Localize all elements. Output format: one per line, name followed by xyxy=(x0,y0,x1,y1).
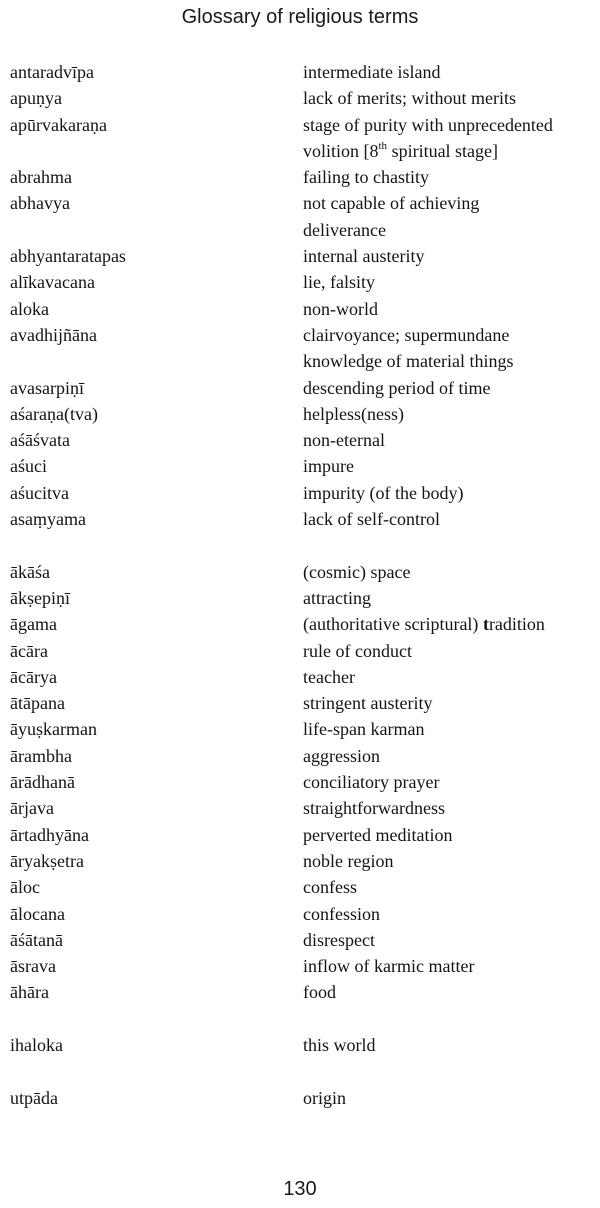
page-number: 130 xyxy=(283,1178,317,1200)
glossary-term: āloc xyxy=(10,877,40,898)
glossary-row xyxy=(0,401,600,427)
glossary-definition: aggression xyxy=(303,745,380,766)
glossary-definition: deliverance xyxy=(303,219,386,240)
glossary-term: ihaloka xyxy=(10,1034,63,1055)
glossary-definition: life-span karman xyxy=(303,719,425,740)
glossary-term: apuṇya xyxy=(10,88,62,109)
glossary-term: ācāra xyxy=(10,640,48,661)
glossary-row xyxy=(0,848,600,874)
glossary-term: āhāra xyxy=(10,982,49,1003)
glossary-term: utpāda xyxy=(10,1087,58,1108)
glossary-row xyxy=(0,638,600,664)
glossary-row xyxy=(0,112,600,138)
glossary-term: aśuci xyxy=(10,456,47,477)
definition-bold-letter: t xyxy=(482,614,489,635)
glossary-term: āryakṣetra xyxy=(10,850,84,871)
glossary-row xyxy=(0,611,600,637)
glossary-term: aśāśvata xyxy=(10,430,70,451)
definition-text: (authoritative scriptural) xyxy=(303,614,483,635)
glossary-definition: helpless(ness) xyxy=(303,403,404,424)
glossary-definition: rule of conduct xyxy=(303,640,412,661)
glossary-definition: perverted meditation xyxy=(303,824,453,845)
glossary-term: ākāśa xyxy=(10,561,50,582)
glossary-definition: (cosmic) space xyxy=(303,561,411,582)
glossary-row xyxy=(0,269,600,295)
glossary-definition: confession xyxy=(303,903,380,924)
glossary-definition xyxy=(303,611,545,637)
glossary-term: āsrava xyxy=(10,956,56,977)
glossary-row xyxy=(0,664,600,690)
glossary-row xyxy=(0,1085,600,1111)
glossary-row xyxy=(0,743,600,769)
glossary-row xyxy=(0,322,600,348)
glossary-term: abrahma xyxy=(10,167,72,188)
definition-text: radition xyxy=(488,614,545,635)
glossary-row-continuation xyxy=(0,138,600,164)
glossary-row xyxy=(0,453,600,479)
glossary-term: apūrvakaraṇa xyxy=(10,114,107,135)
glossary-term: aśaraṇa(tva) xyxy=(10,403,98,424)
glossary-term: āyuṣkarman xyxy=(10,719,97,740)
glossary-definition: lie, falsity xyxy=(303,272,375,293)
glossary-definition: food xyxy=(303,982,336,1003)
glossary-row xyxy=(0,953,600,979)
glossary-definition: lack of self-control xyxy=(303,509,440,530)
glossary-definition: origin xyxy=(303,1087,346,1108)
glossary-row xyxy=(0,427,600,453)
glossary-term: avadhijñāna xyxy=(10,324,97,345)
glossary-definition: clairvoyance; supermundane xyxy=(303,324,510,345)
glossary-row xyxy=(0,795,600,821)
glossary-term: alīkavacana xyxy=(10,272,95,293)
definition-text: spiritual stage] xyxy=(387,140,499,161)
glossary-term: abhyantaratapas xyxy=(10,246,126,267)
glossary-term: ākṣepiṇī xyxy=(10,587,70,608)
glossary-row xyxy=(0,506,600,532)
glossary-row xyxy=(0,822,600,848)
glossary-term: ātāpana xyxy=(10,693,65,714)
glossary-row xyxy=(0,59,600,85)
glossary-row xyxy=(0,559,600,585)
glossary-term: ālocana xyxy=(10,903,65,924)
glossary-definition: noble region xyxy=(303,850,394,871)
glossary-row xyxy=(0,375,600,401)
glossary-row xyxy=(0,927,600,953)
glossary-definition: confess xyxy=(303,877,357,898)
glossary-definition: conciliatory prayer xyxy=(303,772,440,793)
glossary-term: asaṃyama xyxy=(10,509,86,530)
glossary-definition: knowledge of material things xyxy=(303,351,514,372)
definition-text: volition [8 xyxy=(303,140,379,161)
glossary-definition: non-world xyxy=(303,298,378,319)
glossary-definition: not capable of achieving xyxy=(303,193,480,214)
glossary-row xyxy=(0,690,600,716)
glossary-row xyxy=(0,164,600,190)
glossary-definition: stage of purity with unprecedented xyxy=(303,114,553,135)
glossary-row xyxy=(0,1032,600,1058)
glossary-definition: this world xyxy=(303,1034,376,1055)
glossary-definition: teacher xyxy=(303,666,355,687)
glossary-definition: stringent austerity xyxy=(303,693,433,714)
glossary-definition: inflow of karmic matter xyxy=(303,956,475,977)
ordinal-suffix: th xyxy=(378,139,388,152)
glossary-term: ārādhanā xyxy=(10,772,75,793)
glossary-row xyxy=(0,480,600,506)
glossary-term: ārtadhyāna xyxy=(10,824,89,845)
glossary-term: ācārya xyxy=(10,666,57,687)
glossary-definition: internal austerity xyxy=(303,246,425,267)
glossary-term: aśucitva xyxy=(10,482,69,503)
glossary-term: āśātanā xyxy=(10,929,63,950)
glossary-definition: failing to chastity xyxy=(303,167,429,188)
glossary-definition: straightforwardness xyxy=(303,798,445,819)
glossary-definition: impure xyxy=(303,456,354,477)
glossary-definition: impurity (of the body) xyxy=(303,482,464,503)
glossary-row xyxy=(0,979,600,1005)
glossary-row xyxy=(0,874,600,900)
glossary-term: abhavya xyxy=(10,193,70,214)
glossary-row xyxy=(0,296,600,322)
glossary-term: āgama xyxy=(10,614,57,635)
glossary-row xyxy=(0,85,600,111)
glossary-row xyxy=(0,901,600,927)
glossary-row xyxy=(0,769,600,795)
glossary-definition: descending period of time xyxy=(303,377,491,398)
glossary-term: antaradvīpa xyxy=(10,62,94,82)
glossary-definition: disrespect xyxy=(303,929,375,950)
glossary-term: avasarpiṇī xyxy=(10,377,84,398)
glossary-definition: non-eternal xyxy=(303,430,385,451)
glossary-row-continuation xyxy=(0,348,600,374)
glossary-term: ārjava xyxy=(10,798,54,819)
glossary-definition: attracting xyxy=(303,587,371,608)
glossary-row xyxy=(0,243,600,269)
glossary-row xyxy=(0,716,600,742)
glossary-list xyxy=(0,59,600,1111)
glossary-definition xyxy=(303,138,498,164)
glossary-definition: intermediate island xyxy=(303,62,441,82)
page-title: Glossary of religious terms xyxy=(181,6,419,28)
glossary-term: aloka xyxy=(10,298,49,319)
glossary-row-continuation xyxy=(0,217,600,243)
glossary-term: ārambha xyxy=(10,745,72,766)
glossary-definition: lack of merits; without merits xyxy=(303,88,516,109)
glossary-row xyxy=(0,190,600,216)
glossary-row xyxy=(0,585,600,611)
